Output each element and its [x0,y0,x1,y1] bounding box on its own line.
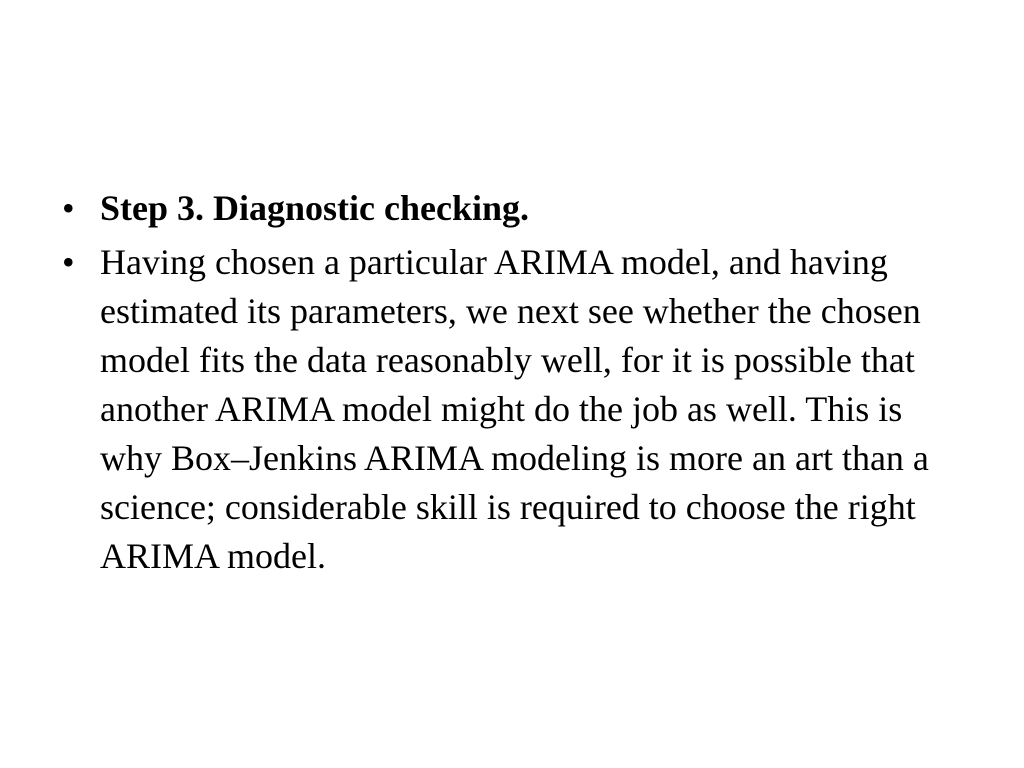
body-paragraph-text: Having chosen a particular ARIMA model, and having estimated its parameters, we next see whether the chosen model fits the data reasonably well, for it is possible that another ARIMA model might do the job as well. This is why Box–Jenkins ARIMA modeling is more an art than a science; considerable skill is required to choose the right ARIMA model. [100,242,929,576]
step-heading-text: Step 3. Diagnostic checking. [100,188,530,228]
bullet-step-heading [62,184,972,233]
bullet-list [62,184,972,586]
bullet-body-paragraph [62,238,972,581]
bullet-marker: • [62,188,75,228]
bullet-marker: • [62,242,75,282]
